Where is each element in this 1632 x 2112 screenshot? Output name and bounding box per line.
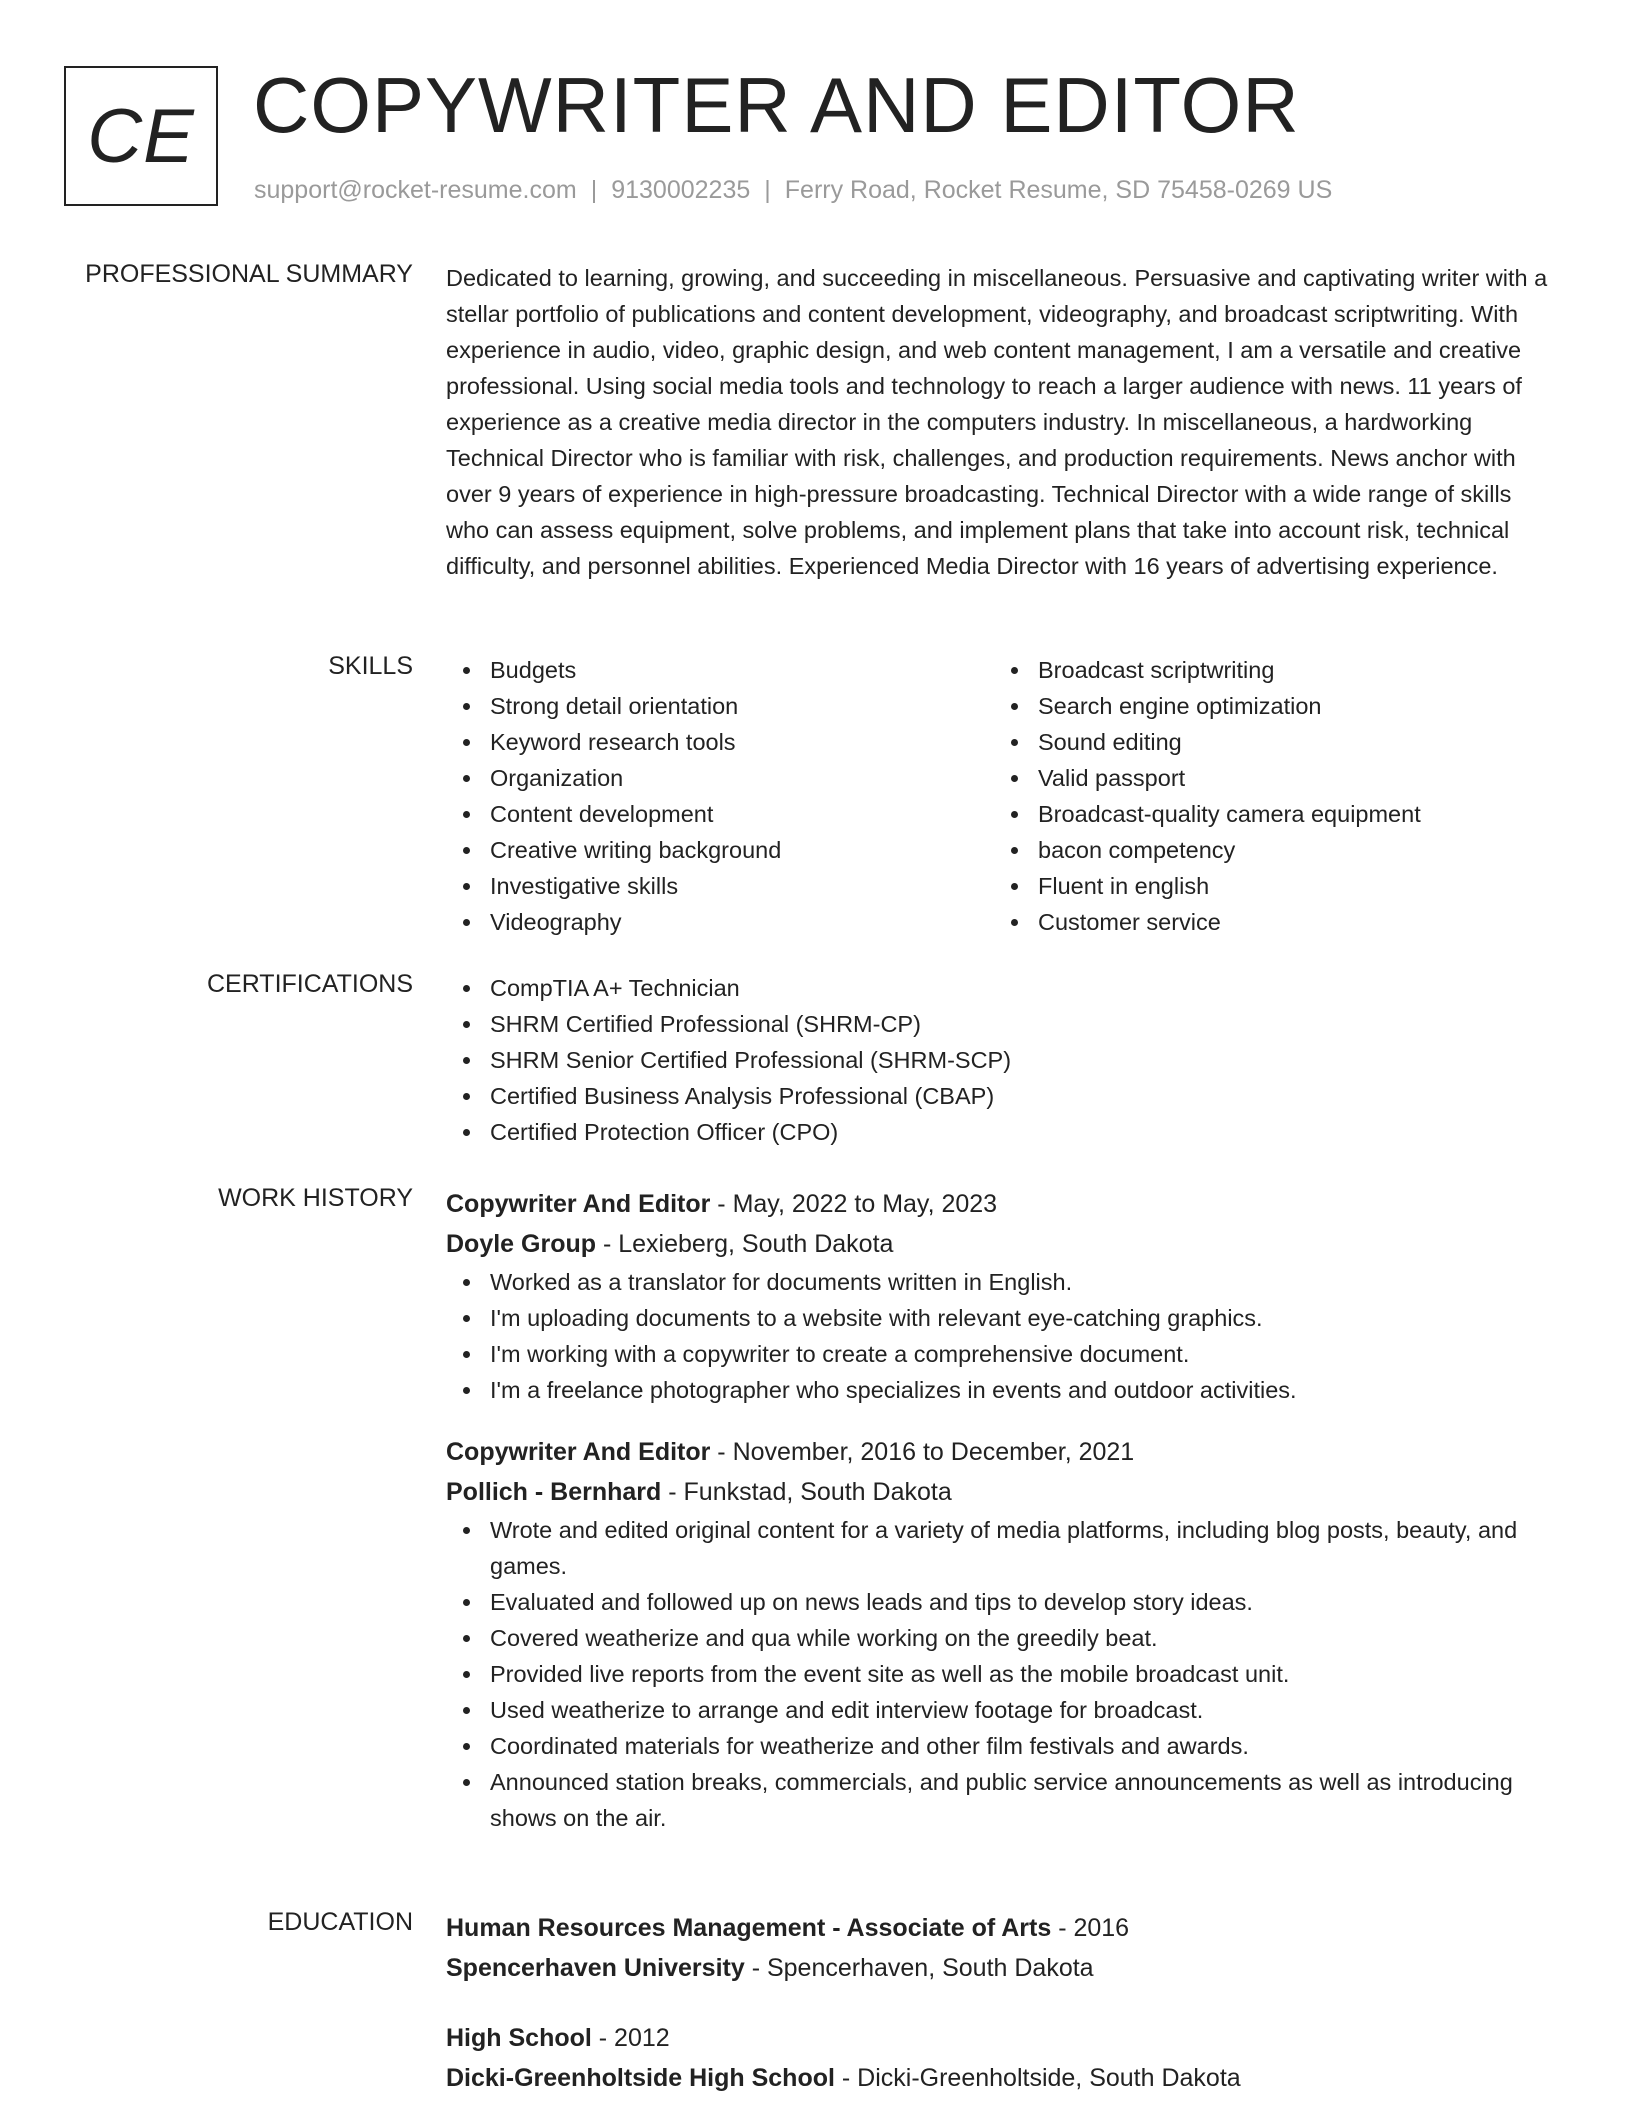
list-item: Covered weatherize and qua while working on the greedily beat. xyxy=(446,1620,1556,1656)
page-title: COPYWRITER AND EDITOR xyxy=(253,61,1300,149)
certifications-list xyxy=(446,970,1556,1150)
list-item: Certified Business Analysis Professional (CBAP) xyxy=(446,1078,1556,1114)
degree-year: - 2012 xyxy=(591,2024,670,2052)
list-item: SHRM Certified Professional (SHRM-CP) xyxy=(446,1006,1556,1042)
school-location: - Dicki-Greenholtside, South Dakota xyxy=(834,2064,1241,2092)
skills-list-left xyxy=(446,652,994,940)
list-item: Customer service xyxy=(994,904,1542,940)
list-item: Creative writing background xyxy=(446,832,994,868)
list-item: Broadcast scriptwriting xyxy=(994,652,1542,688)
summary-text: Dedicated to learning, growing, and succeeding in miscellaneous. Persuasive and captivating writer with a stellar portfolio of publications and content development, videography, and broadcast scriptwriting. With experience in audio, video, graphic design, and web content management, I am a versatile and creative professional. Using social media tools and technology to reach a larger audience with news. 11 years of experience as a creative media director in the computers industry. In miscellaneous, a hardworking Technical Director who is familiar with risk, challenges, and production requirements. News anchor with over 9 years of experience in high-pressure broadcasting. Technical Director with a wide range of skills who can assess equipment, solve problems, and implement plans that take into account risk, technical difficulty, and personnel abilities. Experienced Media Director with 16 years of advertising experience. xyxy=(446,265,1548,579)
list-item: I'm working with a copywriter to create a comprehensive document. xyxy=(446,1336,1556,1372)
list-item: Investigative skills xyxy=(446,868,994,904)
list-item: Provided live reports from the event site as well as the mobile broadcast unit. xyxy=(446,1656,1556,1692)
list-item: Used weatherize to arrange and edit interview footage for broadcast. xyxy=(446,1692,1556,1728)
section-heading: PROFESSIONAL SUMMARY xyxy=(85,260,413,288)
contact-line xyxy=(254,176,1332,205)
contact-separator: | xyxy=(764,176,771,204)
list-item: I'm a freelance photographer who specializes in events and outdoor activities. xyxy=(446,1372,1556,1408)
list-item: Wrote and edited original content for a variety of media platforms, including blog posts, beauty, and games. xyxy=(446,1512,1556,1584)
job-title: Copywriter And Editor xyxy=(446,1438,711,1466)
section-heading: WORK HISTORY xyxy=(218,1184,413,1212)
list-item: Certified Protection Officer (CPO) xyxy=(446,1114,1556,1150)
list-item: CompTIA A+ Technician xyxy=(446,970,1556,1006)
list-item: Fluent in english xyxy=(994,868,1542,904)
education-entry xyxy=(446,2018,1556,2098)
list-item: Worked as a translator for documents written in English. xyxy=(446,1264,1556,1300)
degree-line xyxy=(446,2018,1556,2058)
degree-line xyxy=(446,1908,1556,1948)
address-text: Ferry Road, Rocket Resume, SD 75458-0269 US xyxy=(784,176,1333,204)
email-link[interactable]: support@rocket-resume.com xyxy=(254,176,577,204)
job-dates: - November, 2016 to December, 2021 xyxy=(710,1438,1135,1466)
job-company: Doyle Group xyxy=(446,1230,597,1258)
job-dates: - May, 2022 to May, 2023 xyxy=(710,1190,998,1218)
phone-link[interactable]: 9130002235 xyxy=(611,176,751,204)
education-entry xyxy=(446,1908,1556,1988)
job-title: Copywriter And Editor xyxy=(446,1190,711,1218)
school-line xyxy=(446,1948,1556,1988)
list-item: Videography xyxy=(446,904,994,940)
job-company-line xyxy=(446,1224,1556,1264)
list-item: Sound editing xyxy=(994,724,1542,760)
degree: Human Resources Management - Associate of Arts xyxy=(446,1914,1052,1942)
skills-list-right xyxy=(994,652,1542,940)
list-item: Budgets xyxy=(446,652,994,688)
list-item: Announced station breaks, commercials, and public service announcements as well as introducing shows on the air. xyxy=(446,1764,1556,1836)
school: Dicki-Greenholtside High School xyxy=(446,2064,835,2092)
school-location: - Spencerhaven, South Dakota xyxy=(744,1954,1094,1982)
list-item: Valid passport xyxy=(994,760,1542,796)
job-title-line xyxy=(446,1432,1556,1472)
list-item: bacon competency xyxy=(994,832,1542,868)
job-bullets xyxy=(446,1512,1556,1836)
job-entry xyxy=(446,1184,1556,1408)
list-item: Search engine optimization xyxy=(994,688,1542,724)
list-item: Coordinated materials for weatherize and other film festivals and awards. xyxy=(446,1728,1556,1764)
job-location: - Funkstad, South Dakota xyxy=(661,1478,952,1506)
degree-year: - 2016 xyxy=(1051,1914,1130,1942)
job-title-line xyxy=(446,1184,1556,1224)
list-item: Organization xyxy=(446,760,994,796)
school: Spencerhaven University xyxy=(446,1954,745,1982)
job-location: - Lexieberg, South Dakota xyxy=(596,1230,894,1258)
list-item: Content development xyxy=(446,796,994,832)
section-heading: EDUCATION xyxy=(267,1908,413,1936)
job-entry xyxy=(446,1432,1556,1836)
list-item: Evaluated and followed up on news leads and tips to develop story ideas. xyxy=(446,1584,1556,1620)
section-heading: CERTIFICATIONS xyxy=(206,970,413,998)
list-item: SHRM Senior Certified Professional (SHRM-SCP) xyxy=(446,1042,1556,1078)
list-item: Strong detail orientation xyxy=(446,688,994,724)
job-bullets xyxy=(446,1264,1556,1408)
section-heading: SKILLS xyxy=(328,652,413,680)
list-item: Broadcast-quality camera equipment xyxy=(994,796,1542,832)
monogram-logo: CE xyxy=(64,66,218,206)
job-company-line xyxy=(446,1472,1556,1512)
degree: High School xyxy=(446,2024,592,2052)
job-company: Pollich - Bernhard xyxy=(446,1478,662,1506)
school-line xyxy=(446,2058,1556,2098)
list-item: Keyword research tools xyxy=(446,724,994,760)
contact-separator: | xyxy=(590,176,598,204)
list-item: I'm uploading documents to a website with relevant eye-catching graphics. xyxy=(446,1300,1556,1336)
